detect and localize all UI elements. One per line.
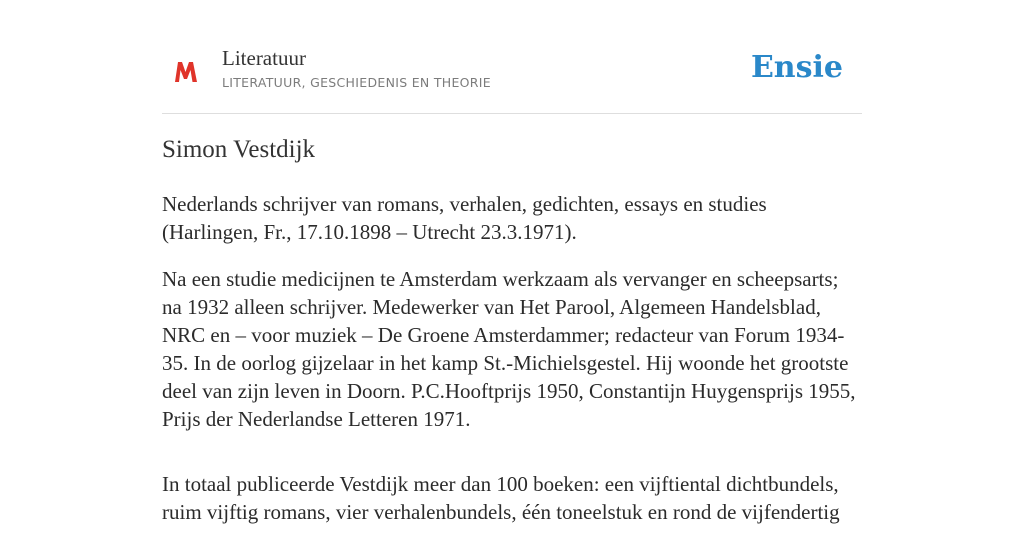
article-paragraph: Nederlands schrijver van romans, verhalen, gedichten, essays en studies (Harlingen, Fr., 17.10.1898 – Utrecht 23.3.1971).: [162, 192, 767, 244]
article-paragraph: Na een studie medicijnen te Amsterdam werkzaam als vervanger en scheepsarts; na 1932 alleen schrijver. Medewerker van Het Parool, Algemeen Handelsblad, NRC en – voor muziek – De Groene Amsterdammer; redacteur van Forum 1934-35. In de oorlog gijzelaar in het kamp St.-Michielsgestel. Hij woonde het grootste deel van zijn leven in Doorn. P.C.Hooftprijs 1950, Constantijn Huygensprijs 1955, Prijs der Nederlandse Letteren 1971.: [162, 267, 856, 431]
site-header: [162, 40, 862, 114]
article-paragraph: In totaal publiceerde Vestdijk meer dan 100 boeken: een vijftiental dichtbundels, ruim vijftig romans, vier verhalenbundels, één toneelstuk en rond de vijfendertig: [162, 472, 840, 524]
ensie-brand-link[interactable]: Ensie: [750, 50, 843, 85]
site-subtitle: LITERATUUR, GESCHIEDENIS EN THEORIE: [222, 75, 491, 90]
page-title: Simon Vestdijk: [162, 136, 316, 163]
ensie-m-logo-icon[interactable]: [172, 57, 200, 85]
site-title[interactable]: Literatuur: [222, 46, 306, 70]
article-body: [162, 190, 862, 545]
